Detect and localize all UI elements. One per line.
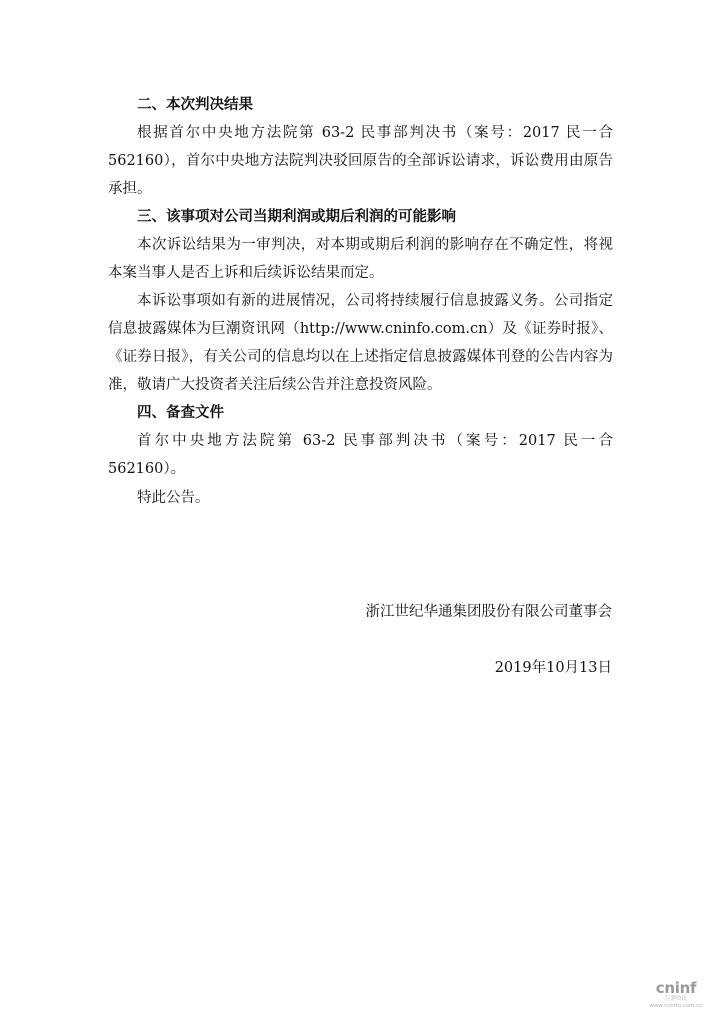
paragraph-documents: 首尔中央地方法院第 63-2 民事部判决书（案号：2017 民一合 562160）。: [108, 433, 613, 477]
closing-statement: 特此公告。: [137, 490, 210, 506]
paragraph-verdict: 根据首尔中央地方法院第 63-2 民事部判决书（案号：2017 民一合 562160），首尔中央地方法院判决驳回原告的全部诉讼请求，诉讼费用由原告承担。: [108, 125, 613, 197]
cninfo-watermark: [646, 980, 706, 1010]
cninfo-logo: cninf: [655, 979, 697, 997]
signature-company: 浙江世纪华通集团股份有限公司董事会: [365, 604, 612, 620]
signature-date: 2019年10月13日: [494, 660, 612, 676]
paragraph-impact-1: 本次诉讼结果为一审判决，对本期或期后利润的影响存在不确定性，将视本案当事人是否上诉和后续诉讼结果而定。: [108, 237, 613, 281]
section-heading-documents: 四、备查文件: [137, 404, 224, 421]
cninfo-url: www.cninfo.com.cn: [649, 1003, 703, 1009]
section-heading-impact: 三、该事项对公司当期利润或期后利润的可能影响: [137, 208, 456, 225]
section-heading-verdict: 二、本次判决结果: [137, 96, 253, 113]
paragraph-impact-2: 本诉讼事项如有新的进展情况，公司将持续履行信息披露义务。公司指定信息披露媒体为巨潮资讯网（http://www.cninfo.com.cn）及《证券时报》、《证券日报》，有关公司的信息均以在上述指定信息披露媒体刊登的公告内容为准，敬请广大投资者关注后续公告并注意投资风险。: [108, 293, 613, 393]
document-body: [108, 91, 613, 483]
cninfo-subtitle: 巨潮资讯: [664, 996, 687, 1002]
